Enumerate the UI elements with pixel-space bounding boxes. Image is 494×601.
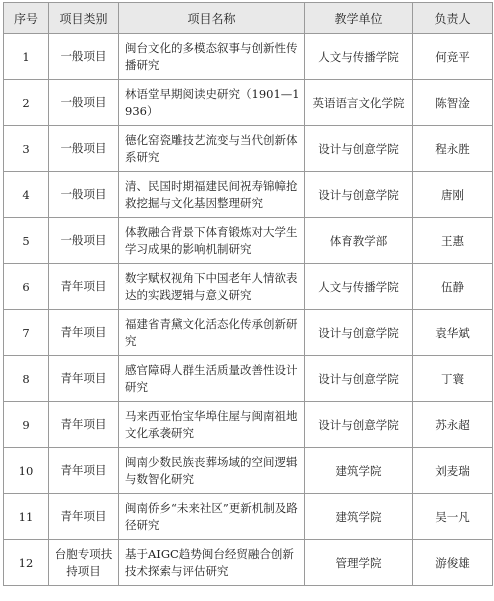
table-row: [4, 448, 493, 494]
row-project-name: 体教融合背景下体育锻炼对大学生学习成果的影响机制研究: [119, 218, 305, 264]
row-category: 一般项目: [49, 80, 119, 126]
row-unit: 人文与传播学院: [305, 34, 413, 80]
table-row: [4, 310, 493, 356]
row-index: 5: [4, 218, 49, 264]
row-unit: 设计与创意学院: [305, 402, 413, 448]
row-project-name: 数字赋权视角下中国老年人情欲表达的实践逻辑与意义研究: [119, 264, 305, 310]
row-leader: 吴一凡: [413, 494, 493, 540]
row-category: 青年项目: [49, 448, 119, 494]
row-category: 一般项目: [49, 34, 119, 80]
table-body: [4, 34, 493, 586]
row-category: 台胞专项扶持项目: [49, 540, 119, 586]
row-project-name: 闽台文化的多模态叙事与创新性传播研究: [119, 34, 305, 80]
row-project-name: 基于AIGC趋势闽台经贸融合创新技术探索与评估研究: [119, 540, 305, 586]
row-project-name: 闽南侨乡“未来社区”更新机制及路径研究: [119, 494, 305, 540]
row-leader: 袁华斌: [413, 310, 493, 356]
row-category: 一般项目: [49, 172, 119, 218]
row-category: 青年项目: [49, 402, 119, 448]
table-row: [4, 540, 493, 586]
row-index: 8: [4, 356, 49, 402]
table-row: [4, 356, 493, 402]
row-unit: 设计与创意学院: [305, 310, 413, 356]
row-category: 青年项目: [49, 494, 119, 540]
row-unit: 英语语言文化学院: [305, 80, 413, 126]
table-header: [4, 3, 493, 34]
row-unit: 设计与创意学院: [305, 126, 413, 172]
row-unit: 人文与传播学院: [305, 264, 413, 310]
table-row: [4, 264, 493, 310]
row-leader: 陈智淦: [413, 80, 493, 126]
row-index: 2: [4, 80, 49, 126]
row-index: 4: [4, 172, 49, 218]
row-leader: 唐刚: [413, 172, 493, 218]
row-leader: 王惠: [413, 218, 493, 264]
table-row: [4, 34, 493, 80]
table-row: [4, 494, 493, 540]
row-index: 10: [4, 448, 49, 494]
header-row: [4, 3, 493, 34]
row-unit: 设计与创意学院: [305, 172, 413, 218]
row-project-name: 德化窑瓷雕技艺流变与当代创新体系研究: [119, 126, 305, 172]
header-category: 项目类别: [49, 3, 119, 34]
row-category: 一般项目: [49, 218, 119, 264]
row-index: 6: [4, 264, 49, 310]
table-row: [4, 126, 493, 172]
row-category: 青年项目: [49, 264, 119, 310]
row-index: 12: [4, 540, 49, 586]
row-unit: 建筑学院: [305, 494, 413, 540]
row-leader: 苏永超: [413, 402, 493, 448]
row-index: 9: [4, 402, 49, 448]
table-row: [4, 402, 493, 448]
row-leader: 游俊雄: [413, 540, 493, 586]
row-unit: 建筑学院: [305, 448, 413, 494]
row-index: 3: [4, 126, 49, 172]
row-leader: 程永胜: [413, 126, 493, 172]
row-leader: 丁寰: [413, 356, 493, 402]
row-category: 青年项目: [49, 310, 119, 356]
row-unit: 体育教学部: [305, 218, 413, 264]
header-unit: 教学单位: [305, 3, 413, 34]
row-leader: 何竞平: [413, 34, 493, 80]
row-unit: 设计与创意学院: [305, 356, 413, 402]
row-project-name: 福建省青黛文化活态化传承创新研究: [119, 310, 305, 356]
row-index: 11: [4, 494, 49, 540]
row-unit: 管理学院: [305, 540, 413, 586]
header-project-name: 项目名称: [119, 3, 305, 34]
row-category: 一般项目: [49, 126, 119, 172]
table-row: [4, 80, 493, 126]
row-index: 7: [4, 310, 49, 356]
row-index: 1: [4, 34, 49, 80]
row-project-name: 感官障碍人群生活质量改善性设计研究: [119, 356, 305, 402]
row-project-name: 林语堂早期阅读史研究（1901—1936）: [119, 80, 305, 126]
row-leader: 伍静: [413, 264, 493, 310]
table-row: [4, 172, 493, 218]
row-category: 青年项目: [49, 356, 119, 402]
header-index: 序号: [4, 3, 49, 34]
row-project-name: 闽南少数民族丧葬场域的空间逻辑与数智化研究: [119, 448, 305, 494]
project-table: [3, 2, 493, 586]
header-leader: 负责人: [413, 3, 493, 34]
row-project-name: 马来西亚怡宝华埠住屋与闽南祖地文化承袭研究: [119, 402, 305, 448]
row-leader: 刘麦瑞: [413, 448, 493, 494]
table-row: [4, 218, 493, 264]
row-project-name: 清、民国时期福建民间祝寿锦幛抢救挖掘与文化基因整理研究: [119, 172, 305, 218]
